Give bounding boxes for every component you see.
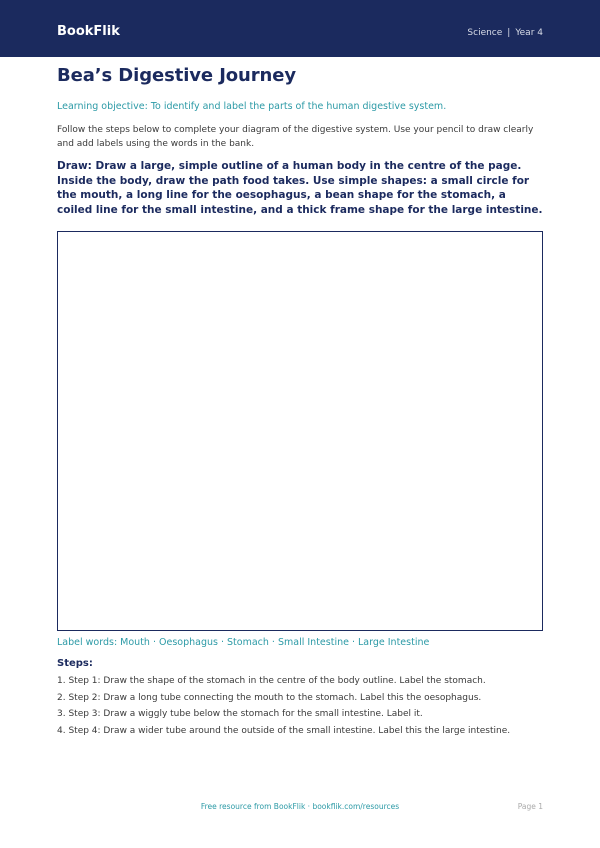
- footer-credit: Free resource from BookFlik · bookflik.com/resources: [200, 802, 400, 811]
- intro-paragraph: Follow the steps below to complete your diagram of the digestive system. Use your pencil to draw clearly and add labels using the words in the bank.: [57, 125, 534, 149]
- subject-label: Science: [467, 28, 503, 38]
- brand-logo-text: BookFlik: [57, 24, 120, 39]
- learning-objective: Learning objective: To identify and label the parts of the human digestive system.: [57, 101, 447, 112]
- page-number: Page 1: [517, 802, 543, 811]
- step-item: 3. Step 3: Draw a wiggly tube below the stomach for the small intestine. Label it.: [57, 709, 423, 719]
- steps-list: [57, 675, 557, 741]
- draw-instruction: Draw: Draw a large, simple outline of a human body in the centre of the page. Inside the body, draw the path food takes. Use simple shapes: a small circle for the mouth, a long line for the oesophagus, a bean shape for the stomach, a coiled line for the small intestine, and a thick frame shape for the large intestine.: [57, 160, 543, 216]
- step-item: 1. Step 1: Draw the shape of the stomach in the centre of the body outline. Label the stomach.: [57, 676, 486, 686]
- steps-heading: Steps:: [57, 658, 93, 669]
- year-label: Year 4: [515, 28, 543, 38]
- header-separator: |: [507, 28, 511, 38]
- drawing-area[interactable]: [57, 231, 543, 631]
- label-word-bank: Label words: Mouth · Oesophagus · Stomach · Small Intestine · Large Intestine: [57, 637, 430, 648]
- header-meta: [467, 27, 543, 39]
- step-item: 4. Step 4: Draw a wider tube around the outside of the small intestine. Label this the large intestine.: [57, 725, 511, 736]
- page-title: Bea’s Digestive Journey: [57, 65, 297, 86]
- page-header: [0, 0, 600, 57]
- step-item: 2. Step 2: Draw a long tube connecting the mouth to the stomach. Label this the oesophagus.: [57, 692, 482, 703]
